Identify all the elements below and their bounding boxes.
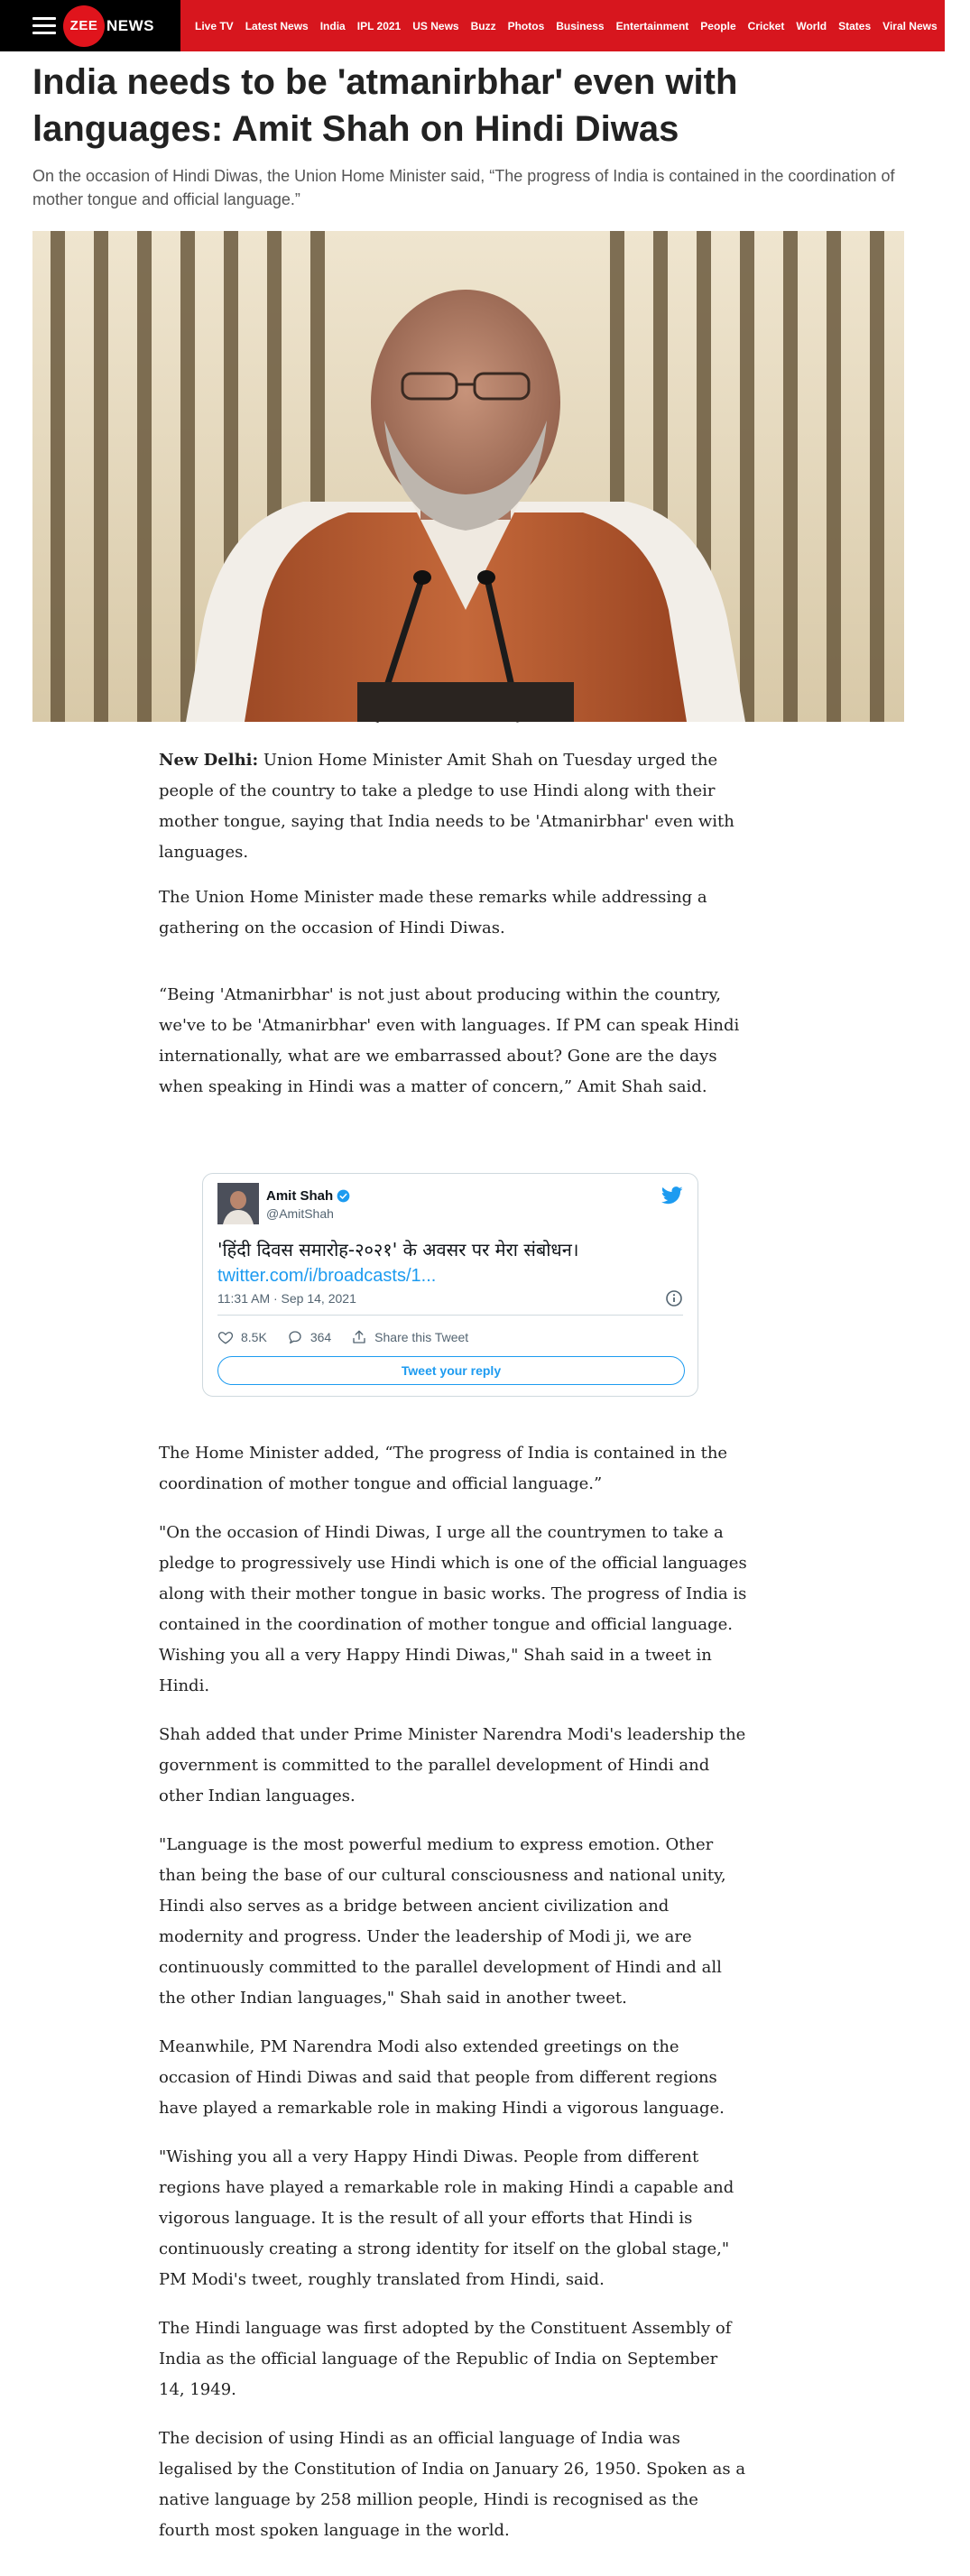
share-action[interactable] (351, 1329, 468, 1345)
nav-item-viral-news[interactable]: Viral News (882, 19, 938, 32)
nav-item-states[interactable]: States (838, 19, 872, 32)
article-body-continued (159, 1438, 747, 2546)
embedded-tweet (202, 1173, 698, 1397)
tweet-author-name-row[interactable] (266, 1188, 350, 1204)
article-paragraph: The Home Minister added, “The progress of India is contained in the coordination of mother tongue and official language.” (159, 1444, 728, 1493)
logo-text: NEWS (106, 16, 154, 34)
tweet-your-reply-button[interactable]: Tweet your reply (217, 1356, 685, 1385)
nav-item-buzz[interactable]: Buzz (470, 19, 496, 32)
article-paragraph: "Wishing you all a very Happy Hindi Diwas. People from different regions have played a remarkable role in making Hindi a capable and vigorous language. It is the result of all your efforts that Hindi is continuously creating a strong identity for itself on the global stage," PM Modi's tweet, roughly translated from Hindi, said. (159, 2147, 734, 2289)
article-body (159, 745, 747, 1103)
nav-item-us-news[interactable]: US News (412, 19, 459, 32)
article-paragraph: “Being 'Atmanirbhar' is not just about producing within the country, we've to be 'Atmanirbhar' even with languages. If PM can speak Hindi internationally, what are we embarrassed about? Gone are the days when speaking in Hindi was a matter of concern,” Amit Shah said. (159, 985, 740, 1096)
share-icon (351, 1329, 367, 1345)
article-paragraph: Shah added that under Prime Minister Narendra Modi's leadership the government is committed to the parallel development of Hindi and other Indian languages. (159, 1725, 746, 1805)
paragraph-text: Union Home Minister Amit Shah on Tuesday urged the people of the country to take a pledge to use Hindi along with their mother tongue, saying that India needs to be 'Atmanirbhar' even with languages. (159, 751, 734, 862)
nav-item-live-tv[interactable]: Live TV (195, 19, 234, 32)
reply-count: 364 (309, 1330, 332, 1344)
tweet-author-avatar[interactable] (217, 1183, 259, 1224)
article-headline: India needs to be 'atmanirbhar' even with languages: Amit Shah on Hindi Diwas (32, 62, 738, 149)
hamburger-menu-icon[interactable] (32, 17, 56, 35)
nav-item-photos[interactable]: Photos (507, 19, 545, 32)
like-action[interactable] (217, 1329, 267, 1345)
article-paragraph: Meanwhile, PM Narendra Modi also extended greetings on the occasion of Hindi Diwas and said that people from different regions have played a remarkable role in making Hindi a vigorous language. (159, 2037, 725, 2118)
hero-image (32, 231, 904, 722)
verified-badge-icon (337, 1189, 350, 1203)
article-paragraph: "Language is the most powerful medium to express emotion. Other than being the base of our cultural consciousness and national unity, Hindi also serves as a bridge between ancient civilization and modernity and progress. Under the leadership of Modi ji, we are continuously committed to the parallel development of Hindi and all the other Indian languages," Shah said in another tweet. (159, 1835, 726, 2008)
tweet-author-handle[interactable]: @AmitShah (266, 1206, 334, 1221)
tweet-timestamp[interactable]: 11:31 AM · Sep 14, 2021 (217, 1291, 356, 1306)
heart-icon (217, 1329, 234, 1345)
article-paragraph: The decision of using Hindi as an official language of India was legalised by the Constitution of India on January 26, 1950. Spoken as a native language by 258 million people, Hindi is recognised as the fourth most spoken language in the world. (159, 2429, 746, 2540)
reply-action[interactable] (287, 1329, 331, 1345)
nav-item-world[interactable]: World (796, 19, 827, 32)
nav-item-business[interactable]: Business (556, 19, 605, 32)
twitter-bird-icon[interactable] (661, 1186, 683, 1205)
main-nav (195, 0, 970, 51)
nav-item-people[interactable]: People (700, 19, 736, 32)
nav-item-india[interactable]: India (319, 19, 346, 32)
zee-news-logo[interactable] (63, 3, 154, 49)
brand-box (0, 0, 180, 51)
nav-item-ipl-2021[interactable]: IPL 2021 (356, 19, 402, 32)
info-icon[interactable] (665, 1289, 683, 1307)
top-navigation-bar (0, 0, 970, 51)
nav-item-cricket[interactable]: Cricket (747, 19, 785, 32)
tweet-actions (217, 1327, 488, 1347)
article-subhead: On the occasion of Hindi Diwas, the Union Home Minister said, “The progress of India is contained in the coordination of mother tongue and official language.” (32, 167, 895, 208)
dateline: New Delhi: (159, 751, 259, 770)
article-paragraph (159, 745, 747, 868)
reply-icon (287, 1329, 303, 1345)
share-label: Share this Tweet (374, 1330, 469, 1344)
tweet-author-name: Amit Shah (266, 1188, 334, 1204)
article-paragraph: "On the occasion of Hindi Diwas, I urge all the countrymen to take a pledge to progressively use Hindi which is one of the official languages along with their mother tongue in basic works. The progress of India is contained in the coordination of mother tongue and official language. Wishing you all a very Happy Hindi Diwas," Shah said in a tweet in Hindi. (159, 1523, 747, 1695)
nav-item-latest-news[interactable]: Latest News (245, 19, 309, 32)
article-paragraph: The Union Home Minister made these remarks while addressing a gathering on the occasion of Hindi Diwas. (159, 888, 707, 937)
tweet-text: 'हिंदी दिवस समारोह-२०२१' के अवसर पर मेरा संबोधन। (217, 1239, 579, 1260)
nav-more-icon[interactable]: ... (950, 16, 970, 34)
nav-item-entertainment[interactable]: Entertainment (615, 19, 689, 32)
logo-mark: ZEE (63, 5, 105, 47)
like-count: 8.5K (241, 1330, 267, 1344)
article-paragraph: The Hindi language was first adopted by the Constituent Assembly of India as the official language of the Republic of India on September 14, 1949. (159, 2319, 732, 2399)
tweet-divider (217, 1315, 683, 1316)
tweet-link[interactable]: twitter.com/i/broadcasts/1... (217, 1266, 437, 1286)
